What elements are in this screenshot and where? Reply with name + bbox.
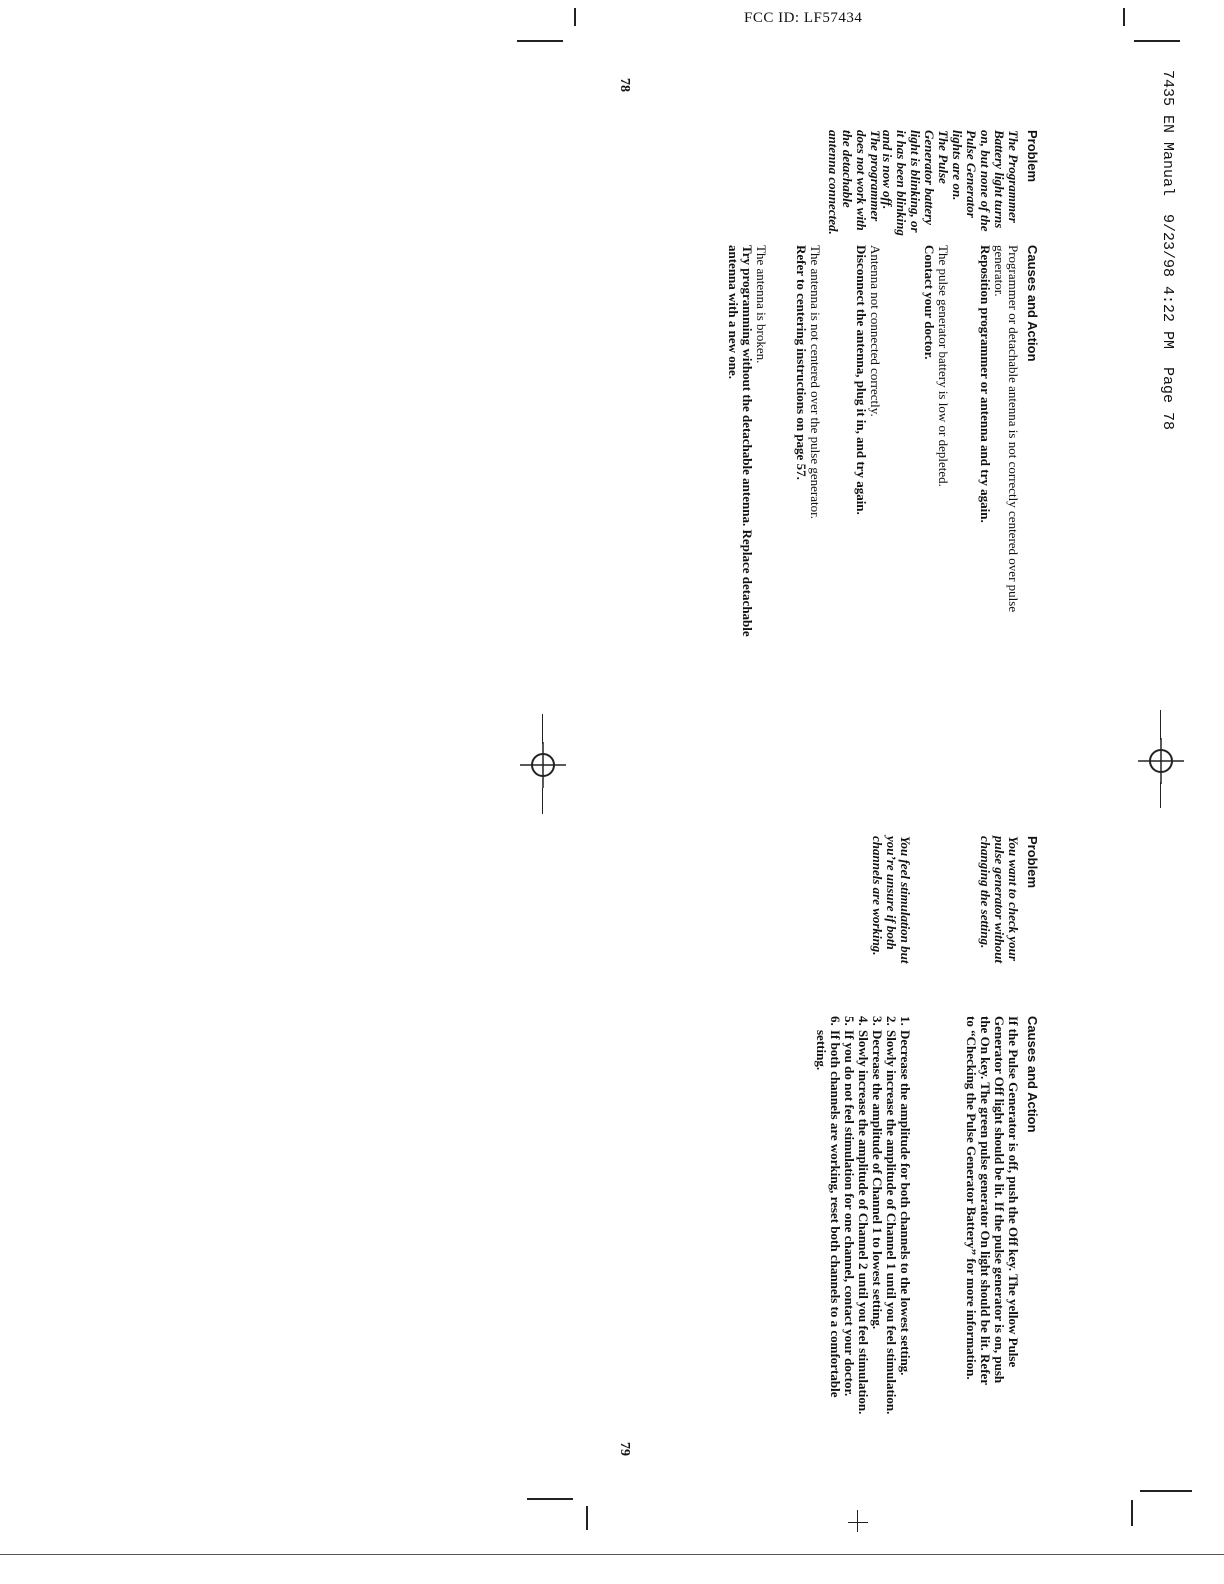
crop-mark xyxy=(1134,40,1180,42)
steps-block xyxy=(814,1016,912,1416)
crop-mark xyxy=(527,1498,573,1500)
steps-list xyxy=(814,1016,912,1416)
action-text: Try programming without the detachable antenna. Replace detachable antenna with a new one. xyxy=(726,245,755,637)
problem-header: Problem xyxy=(1025,130,1040,183)
problem-text: You feel stimulation but you’re unsure if both channels are working. xyxy=(870,836,913,964)
crop-mark xyxy=(1140,1490,1192,1492)
registration-mark-icon xyxy=(520,742,566,788)
step-number: 6. xyxy=(828,1016,843,1026)
step-text: Decrease the amplitude of Channel 1 to lowest setting. xyxy=(870,1030,885,1330)
problem-text: The programmer does not work with the detachable antenna connected. xyxy=(826,130,883,235)
crop-mark xyxy=(574,8,576,26)
action-text: Reposition programmer or antenna and try again. xyxy=(978,245,993,523)
page-number-left: 78 xyxy=(617,78,632,92)
step-text: Decrease the amplitude for both channels to the lowest setting. xyxy=(898,1030,913,1376)
registration-mark-icon xyxy=(1138,738,1184,784)
step-text: If you do not feel stimulation for one channel, contact your doctor. xyxy=(842,1030,857,1397)
causes-header: Causes and Action xyxy=(1025,245,1040,362)
crop-mark xyxy=(1123,8,1125,26)
cause-text: The antenna is broken. xyxy=(754,245,769,364)
cause-action-block xyxy=(794,245,822,645)
crop-mark xyxy=(1131,1500,1133,1526)
problem-text: You want to check your pulse generator without changing the setting. xyxy=(978,836,1021,964)
step-number: 1. xyxy=(898,1016,913,1026)
step-number: 3. xyxy=(870,1016,885,1026)
step-text: Slowly increase the amplitude of Channel 2 until you feel stimulation. xyxy=(856,1030,871,1415)
problem-text: The Pulse Generator battery light is blinking, or it has been blinking and is now off. xyxy=(880,130,951,236)
list-item xyxy=(884,1016,898,1416)
slug-line: 7435 EN Manual 9/23/98 4:22 PM Page 78 xyxy=(1159,70,1176,431)
list-item xyxy=(870,1016,884,1416)
cause-action-block xyxy=(922,245,950,645)
action-text: Disconnect the antenna, plug it in, and try again. xyxy=(854,245,869,515)
cause-action-block xyxy=(726,245,768,645)
cause-action-block xyxy=(978,245,1020,645)
cause-text: Antenna not connected correctly. xyxy=(868,245,883,417)
crop-mark xyxy=(586,1506,588,1530)
center-tick xyxy=(857,1510,858,1532)
action-text: If the Pulse Generator is off, push the Off key. The yellow Pulse Generator Off light should be lit. If the pulse generator is on, push the On key. The green pulse generator On light should be lit. Refer to “Checking the Pulse Generator Battery” for more information. xyxy=(964,1016,1021,1385)
list-item xyxy=(814,1016,842,1416)
step-text: If both channels are working, reset both channels to a comfortable setting. xyxy=(814,1030,843,1398)
list-item xyxy=(898,1016,912,1416)
problem-header: Problem xyxy=(1025,836,1040,889)
registration-line xyxy=(542,788,543,814)
cause-action-block xyxy=(854,245,882,645)
causes-header: Causes and Action xyxy=(1025,1016,1040,1133)
crop-mark xyxy=(517,40,563,42)
fcc-id: FCC ID: LF57434 xyxy=(744,10,863,26)
cause-text: The antenna is not centered over the pulse generator. xyxy=(808,245,823,519)
action-text: Contact your doctor. xyxy=(922,245,937,360)
step-number: 4. xyxy=(856,1016,871,1026)
problem-text: The Programmer Battery light turns on, but none of the Pulse Generator lights are on. xyxy=(950,130,1021,232)
registration-line xyxy=(542,714,543,744)
action-text: Refer to centering instructions on page 57. xyxy=(794,245,809,480)
center-tick xyxy=(848,1522,868,1523)
step-text: Slowly increase the amplitude of Channel 1 until you feel stimulation. xyxy=(884,1030,899,1415)
registration-line xyxy=(1160,710,1161,740)
step-number: 2. xyxy=(884,1016,899,1026)
page-bottom-rule xyxy=(0,1554,1224,1555)
page-number-right: 79 xyxy=(617,1442,632,1456)
list-item xyxy=(856,1016,870,1416)
registration-line xyxy=(1160,782,1161,808)
cause-text: The pulse generator battery is low or depleted. xyxy=(936,245,951,487)
list-item xyxy=(842,1016,856,1416)
cause-text: Programmer or detachable antenna is not correctly centered over pulse generator. xyxy=(992,245,1021,613)
step-number: 5. xyxy=(842,1016,857,1026)
